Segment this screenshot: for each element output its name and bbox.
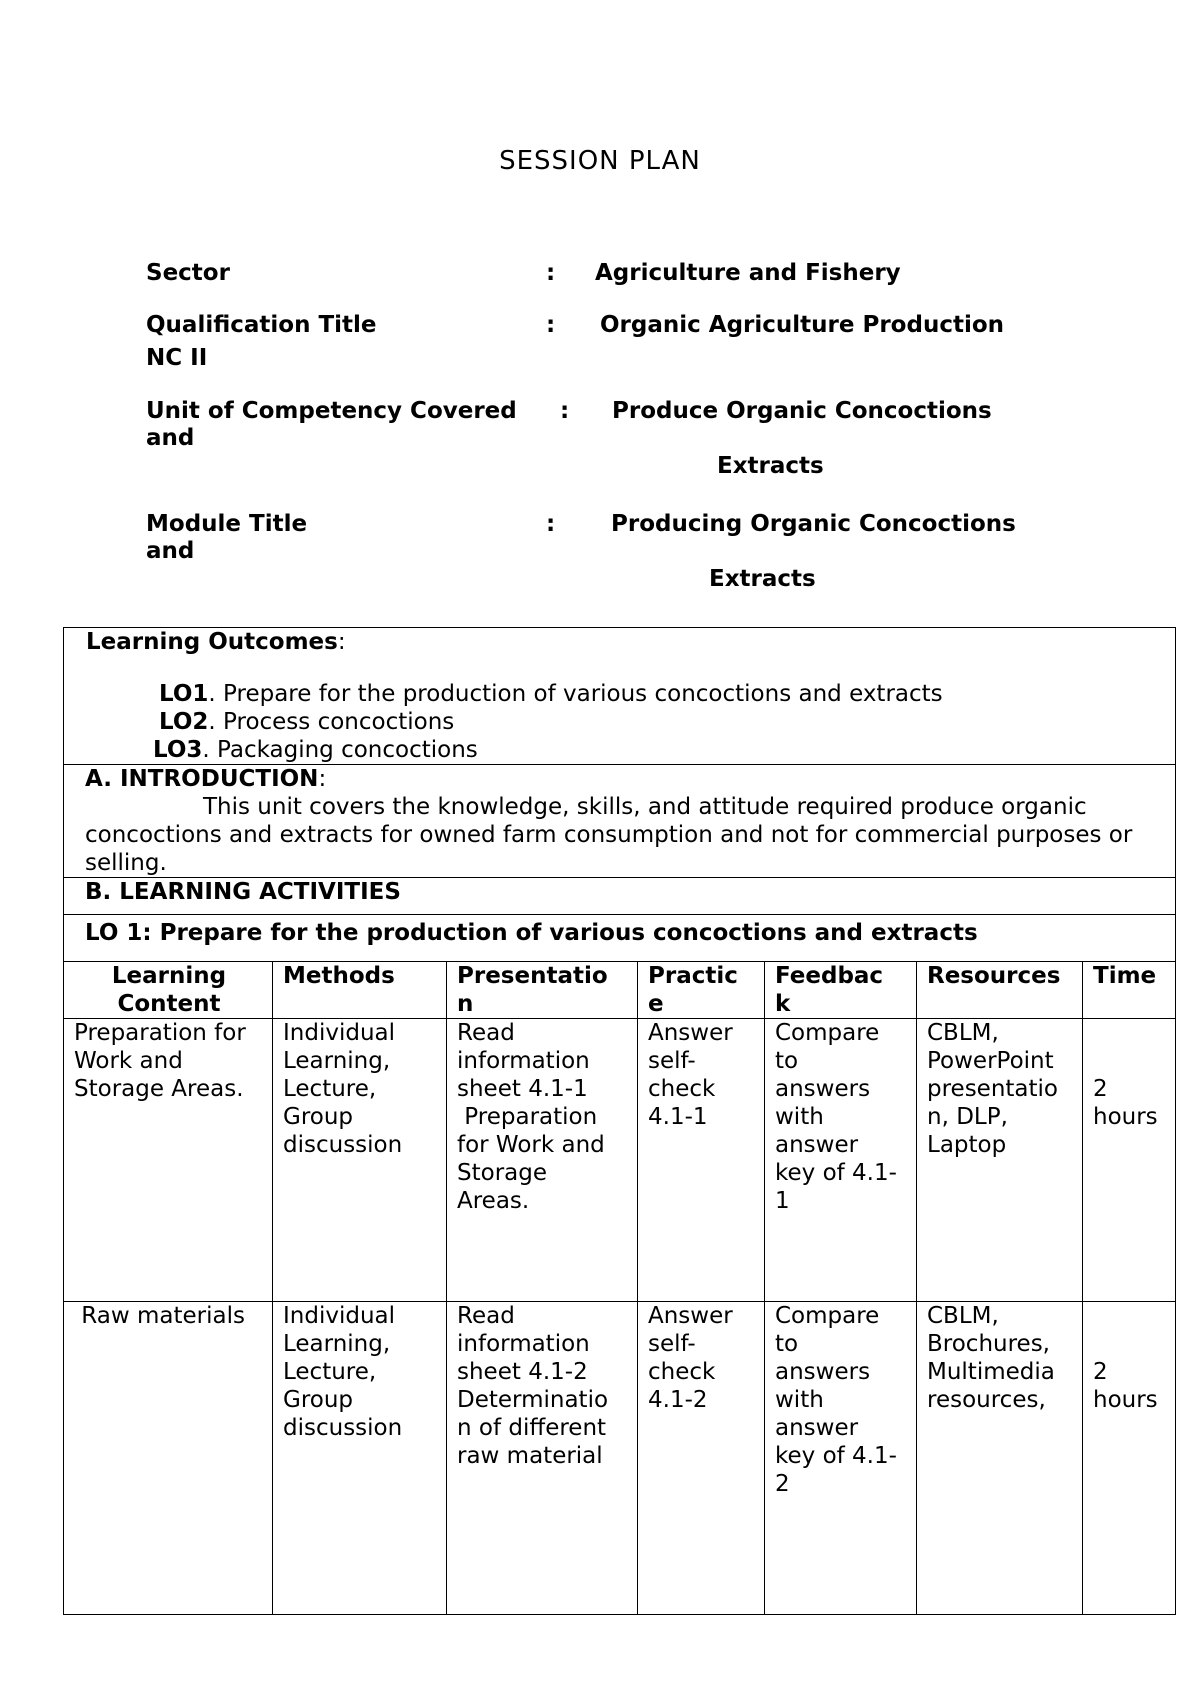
cell-line: 2 xyxy=(775,1471,790,1497)
cell-line: self- xyxy=(648,1048,696,1074)
cell-line: Storage xyxy=(457,1160,547,1186)
col-practice: Practic e xyxy=(638,962,765,1019)
cell-line: 1 xyxy=(775,1188,790,1214)
cell-line: Group xyxy=(283,1104,354,1130)
meta-block xyxy=(146,259,1046,599)
lo-item xyxy=(86,708,1175,736)
sector-value: Agriculture and Fishery xyxy=(595,260,901,286)
col-resources: Resources xyxy=(917,962,1083,1019)
col-presentation: Presentatio n xyxy=(447,962,638,1019)
cell-line: Compare xyxy=(775,1020,880,1046)
cell-line: CBLM, xyxy=(927,1303,999,1329)
cell-time xyxy=(1083,1302,1176,1615)
cell-presentation xyxy=(447,1019,638,1302)
cell-line: 4.1-2 xyxy=(648,1387,708,1413)
cell-methods xyxy=(273,1019,447,1302)
cell-line: with xyxy=(775,1387,824,1413)
unit-cont: and xyxy=(146,425,195,451)
qualification-label: Qualification Title xyxy=(146,312,377,338)
cell-line: hours xyxy=(1093,1104,1158,1130)
introduction-heading: A. INTRODUCTION xyxy=(85,766,319,792)
column-header-row xyxy=(64,962,1176,1019)
cell-line: n, DLP, xyxy=(927,1104,1008,1130)
cell-line: key of 4.1- xyxy=(775,1443,897,1469)
cell-line: PowerPoint xyxy=(927,1048,1054,1074)
cell-line: Read xyxy=(457,1303,515,1329)
learning-activities-heading: B. LEARNING ACTIVITIES xyxy=(64,878,1176,915)
unit-value: Produce Organic Concoctions xyxy=(612,398,992,424)
cell-practice xyxy=(638,1019,765,1302)
lo-text: . Packaging concoctions xyxy=(202,737,478,763)
unit-colon: : xyxy=(560,398,570,424)
cell-line: Answer xyxy=(648,1020,733,1046)
cell-line: Read xyxy=(457,1020,515,1046)
cell-line: information xyxy=(457,1331,590,1357)
col-time: Time xyxy=(1083,962,1176,1019)
page-title: SESSION PLAN xyxy=(499,146,701,176)
cell-line: 2 xyxy=(1093,1076,1108,1102)
cell-methods xyxy=(273,1302,447,1615)
cell-line: 2 xyxy=(1093,1359,1108,1385)
module-colon: : xyxy=(546,511,556,537)
cell-line: Group xyxy=(283,1387,354,1413)
lo-code: LO1 xyxy=(159,681,209,707)
cell-line: discussion xyxy=(283,1415,403,1441)
lo-text: . Process concoctions xyxy=(208,709,455,735)
learning-outcomes-heading: Learning Outcomes xyxy=(86,629,338,655)
cell-resources xyxy=(917,1019,1083,1302)
unit-value-2: Extracts xyxy=(717,453,824,479)
cell-line: Brochures, xyxy=(927,1331,1050,1357)
cell-line: Individual xyxy=(283,1303,396,1329)
table-row xyxy=(64,1019,1176,1302)
session-plan-table xyxy=(63,627,1176,1615)
cell-presentation xyxy=(447,1302,638,1615)
cell-practice xyxy=(638,1302,765,1615)
cell-line: presentatio xyxy=(927,1076,1059,1102)
cell-line: Storage Areas. xyxy=(74,1076,244,1102)
cell-line: Raw materials xyxy=(74,1303,245,1329)
cell-line: Individual xyxy=(283,1020,396,1046)
cell-line: Answer xyxy=(648,1303,733,1329)
cell-time xyxy=(1083,1019,1176,1302)
lo-item xyxy=(86,680,1175,708)
cell-line: Lecture, xyxy=(283,1076,377,1102)
lo-text: . Prepare for the production of various concoctions and extracts xyxy=(208,681,943,707)
cell-line: Laptop xyxy=(927,1132,1007,1158)
cell-content xyxy=(64,1302,273,1615)
cell-line: to xyxy=(775,1331,799,1357)
cell-resources xyxy=(917,1302,1083,1615)
table-row xyxy=(64,1302,1176,1615)
cell-line: sheet 4.1-2 xyxy=(457,1359,588,1385)
cell-line: check xyxy=(648,1076,716,1102)
cell-line: with xyxy=(775,1104,824,1130)
module-cont: and xyxy=(146,538,195,564)
cell-line: raw material xyxy=(457,1443,603,1469)
cell-line: answer xyxy=(775,1132,859,1158)
cell-line: discussion xyxy=(283,1132,403,1158)
sector-colon: : xyxy=(546,260,556,286)
col-methods: Methods xyxy=(273,962,447,1019)
cell-line: sheet 4.1-1 xyxy=(457,1076,588,1102)
cell-line: Preparation xyxy=(457,1104,598,1130)
cell-line: hours xyxy=(1093,1387,1158,1413)
introduction-cell xyxy=(64,765,1176,878)
sector-label: Sector xyxy=(146,260,230,286)
qualification-colon: : xyxy=(546,312,556,338)
cell-line: check xyxy=(648,1359,716,1385)
cell-line: information xyxy=(457,1048,590,1074)
cell-line: Compare xyxy=(775,1303,880,1329)
cell-line: Determinatio xyxy=(457,1387,609,1413)
introduction-colon: : xyxy=(318,766,327,792)
cell-line: Areas. xyxy=(457,1188,530,1214)
cell-line: to xyxy=(775,1048,799,1074)
cell-line: Learning, xyxy=(283,1048,391,1074)
cell-line: CBLM, xyxy=(927,1020,999,1046)
col-feedback: Feedbac k xyxy=(765,962,917,1019)
module-label: Module Title xyxy=(146,511,308,537)
cell-line: n of different xyxy=(457,1415,607,1441)
lo1-heading: LO 1: Prepare for the production of various concoctions and extracts xyxy=(64,915,1176,962)
introduction-text: This unit covers the knowledge, skills, and attitude required produce organic concoctions and extracts for owned farm consumption and not for commercial purposes or selling. xyxy=(85,794,1133,876)
cell-line: answer xyxy=(775,1415,859,1441)
cell-line: for Work and xyxy=(457,1132,605,1158)
learning-outcomes-colon: : xyxy=(337,629,346,655)
qualification-value: Organic Agriculture Production xyxy=(600,312,1005,338)
lo-item xyxy=(86,736,1175,764)
qualification-cont: NC II xyxy=(146,345,208,371)
cell-line: Work and xyxy=(74,1048,183,1074)
lo-code: LO3 xyxy=(153,737,203,763)
lo-code: LO2 xyxy=(159,709,209,735)
unit-label: Unit of Competency Covered xyxy=(146,398,517,424)
cell-line: Learning, xyxy=(283,1331,391,1357)
cell-line: Lecture, xyxy=(283,1359,377,1385)
col-learning-content: Learning Content xyxy=(64,962,273,1019)
cell-line: Multimedia xyxy=(927,1359,1055,1385)
learning-outcomes-cell xyxy=(64,628,1176,765)
cell-feedback xyxy=(765,1019,917,1302)
cell-line: resources, xyxy=(927,1387,1046,1413)
cell-line: key of 4.1- xyxy=(775,1160,897,1186)
module-value-2: Extracts xyxy=(709,566,816,592)
cell-line: 4.1-1 xyxy=(648,1104,708,1130)
cell-line: self- xyxy=(648,1331,696,1357)
cell-line: answers xyxy=(775,1076,871,1102)
cell-line: Preparation for xyxy=(74,1020,246,1046)
cell-line: answers xyxy=(775,1359,871,1385)
cell-content xyxy=(64,1019,273,1302)
module-value: Producing Organic Concoctions xyxy=(611,511,1016,537)
cell-feedback xyxy=(765,1302,917,1615)
